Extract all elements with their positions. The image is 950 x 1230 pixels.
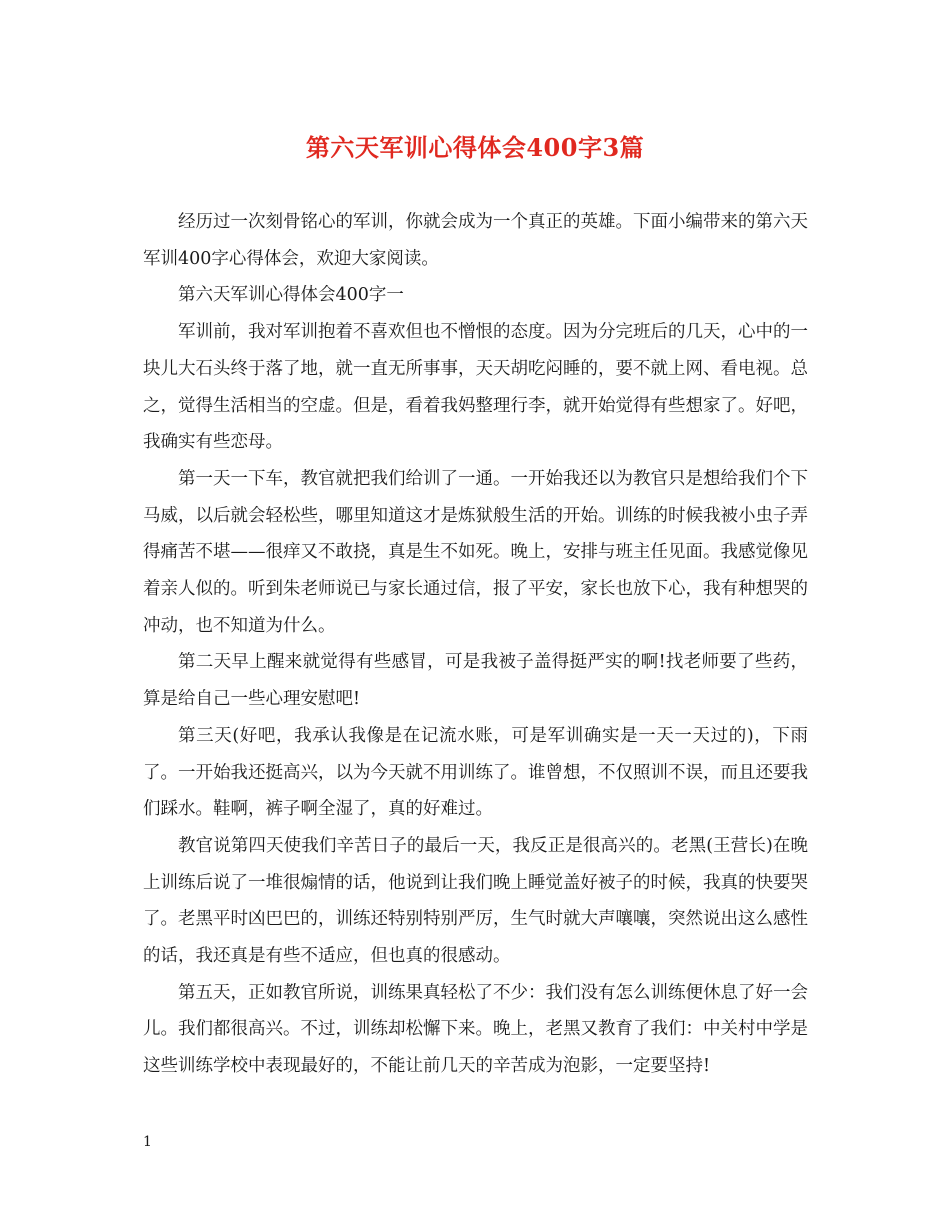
body-paragraph: 第二天早上醒来就觉得有些感冒，可是我被子盖得挺严实的啊!找老师要了些药，算是给自己一些心理安慰吧!	[143, 652, 808, 710]
body-paragraph: 教官说第四天使我们辛苦日子的最后一天，我反正是很高兴的。老黑(王营长)在晚上训练后说了一堆很煽情的话，他说到让我们晚上睡觉盖好被子的时候，我真的快要哭了。老黑平时凶巴巴的，训练还特别特别严厉，生气时就大声嚷嚷，突然说出这么感性的话，我还真是有些不适应，但也真的很感动。	[143, 835, 808, 967]
body-paragraph: 第五天，正如教官所说，训练果真轻松了不少：我们没有怎么训练便休息了好一会儿。我们都很高兴。不过，训练却松懈下来。晚上，老黑又教育了我们：中关村中学是这些训练学校中表现最好的，不能让前几天的辛苦成为泡影，一定要坚持!	[143, 982, 808, 1077]
body-paragraph: 军训前，我对军训抱着不喜欢但也不憎恨的态度。因为分完班后的几天，心中的一块儿大石头终于落了地，就一直无所事事，天天胡吃闷睡的，要不就上网、看电视。总之，觉得生活相当的空虚。但是，看着我妈整理行李，就开始觉得有些想家了。好吧，我确实有些恋母。	[143, 322, 808, 453]
section-heading: 第六天军训心得体会400字一	[178, 285, 404, 306]
intro-paragraph: 经历过一次刻骨铭心的军训，你就会成为一个真正的英雄。下面小编带来的第六天军训400字心得体会，欢迎大家阅读。	[143, 212, 808, 269]
document-title: 第六天军训心得体会400字3篇	[305, 133, 645, 162]
page-number: 1	[143, 1134, 152, 1150]
body-paragraph: 第一天一下车，教官就把我们给训了一通。一开始我还以为教官只是想给我们个下马威，以后就会轻松些，哪里知道这才是炼狱般生活的开始。训练的时候我被小虫子弄得痛苦不堪——很痒又不敢挠，真是生不如死。晚上，安排与班主任见面。我感觉像见着亲人似的。听到朱老师说已与家长通过信，报了平安，家长也放下心，我有种想哭的冲动，也不知道为什么。	[143, 468, 808, 636]
body-paragraph: 第三天(好吧，我承认我像是在记流水账，可是军训确实是一天一天过的)，下雨了。一开始我还挺高兴，以为今天就不用训练了。谁曾想，不仅照训不误，而且还要我们踩水。鞋啊，裤子啊全湿了，真的好难过。	[143, 725, 808, 820]
document-body	[143, 204, 808, 1085]
